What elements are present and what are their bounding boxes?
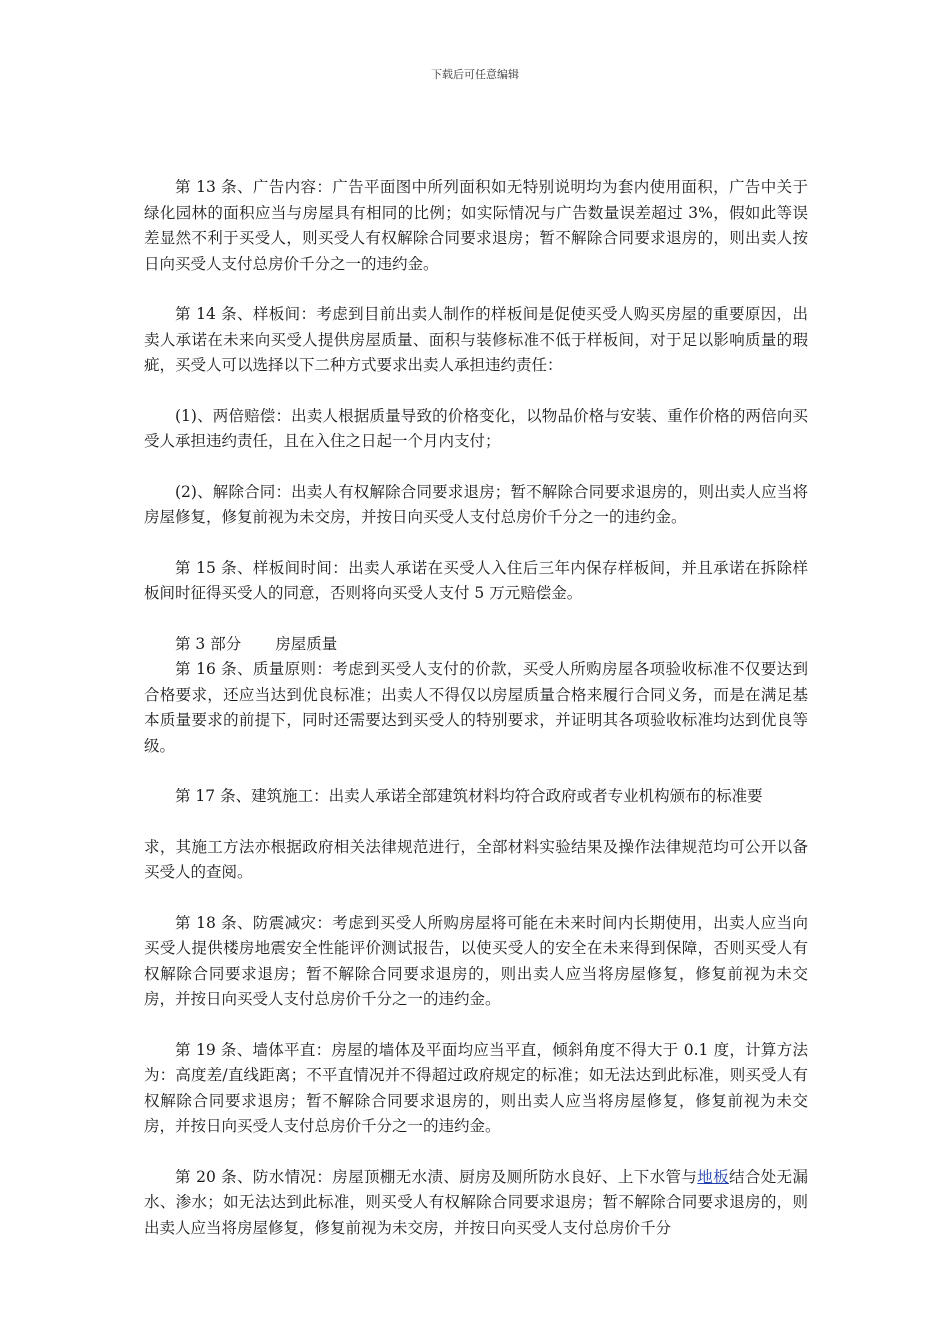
floor-link[interactable]: 地板 bbox=[697, 1167, 729, 1186]
article-15: 第 15 条、样板间时间：出卖人承诺在买受人入住后三年内保存样板间，并且承诺在拆除样板间时征得买受人的同意，否则将向买受人支付 5 万元赔偿金。 bbox=[144, 558, 808, 602]
section-title: 房屋质量 bbox=[275, 634, 338, 653]
article-17-part-1: 第 17 条、建筑施工：出卖人承诺全部建筑材料均符合政府或者专业机构颁布的标准要 bbox=[175, 787, 763, 805]
article-16: 第 16 条、质量原则：考虑到买受人支付的价款，买受人所购房屋各项验收标准不仅要达到合格要求，还应当达到优良标准；出卖人不得仅以房屋质量合格来履行合同义务，而是在满足基本质量要求的前提下，同时还需要达到买受人的特别要求，并证明其各项验收标准均达到优良等级。 bbox=[144, 660, 808, 755]
article-14-option-2: (2)、解除合同：出卖人有权解除合同要求退房；暂不解除合同要求退房的，则出卖人应当将房屋修复，修复前视为未交房，并按日向买受人支付总房价千分之一的违约金。 bbox=[144, 482, 808, 526]
article-14-option-1: (1)、两倍赔偿：出卖人根据质量导致的价格变化，以物品价格与安装、重作价格的两倍向买受人承担违约责任，且在入住之日起一个月内支付； bbox=[144, 406, 808, 450]
section-3-heading bbox=[144, 632, 808, 658]
article-20-text-b: 结合处无漏水、渗水；如无法达到此标准，则买受人有权解除合同要求退房；暂不解除合同要求退房的，则出卖人应当将房屋修复，修复前视为未交房，并按日向买受人支付总房价千分 bbox=[144, 1167, 808, 1237]
article-19: 第 19 条、墙体平直：房屋的墙体及平面均应当平直，倾斜角度不得大于 0.1 度，计算方法为：高度差/直线距离；不平直情况并不得超过政府规定的标准；如无法达到此标准，则买受人有权解除合同要求退房；暂不解除合同要求退房的，则出卖人应当将房屋修复，修复前视为未交房，并按日向买受人支付总房价千分之一的违约金。 bbox=[144, 1040, 808, 1135]
article-17-part-2: 求，其施工方法亦根据政府相关法律规范进行，全部材料实验结果及操作法律规范均可公开以备买受人的查阅。 bbox=[144, 837, 808, 881]
article-18: 第 18 条、防震减灾：考虑到买受人所购房屋将可能在未来时间内长期使用，出卖人应当向买受人提供楼房地震安全性能评价测试报告，以使买受人的安全在未来得到保障，否则买受人有权解除合同要求退房；暂不解除合同要求退房的，则出卖人应当将房屋修复，修复前视为未交房，并按日向买受人支付总房价千分之一的违约金。 bbox=[144, 913, 808, 1008]
article-20 bbox=[144, 1165, 808, 1242]
article-14: 第 14 条、样板间：考虑到目前出卖人制作的样板间是促使买受人购买房屋的重要原因，出卖人承诺在未来向买受人提供房屋质量、面积与装修标准不低于样板间，对于足以影响质量的瑕疵，买受人可以选择以下二种方式要求出卖人承担违约责任： bbox=[144, 305, 808, 374]
document-body bbox=[144, 175, 808, 1266]
section-number: 第 3 部分 bbox=[175, 634, 242, 653]
article-13: 第 13 条、广告内容：广告平面图中所列面积如无特别说明均为套内使用面积，广告中关于绿化园林的面积应当与房屋具有相同的比例；如实际情况与广告数量误差超过 3%，假如此等误差显然不利于买受人，则买受人有权解除合同要求退房；暂不解除合同要求退房的，则出卖人按日向买受人支付总房价千分之一的违约金。 bbox=[144, 178, 808, 273]
article-20-text-a: 第 20 条、防水情况：房屋顶棚无水渍、厨房及厕所防水良好、上下水管与 bbox=[175, 1167, 698, 1186]
page-header: 下载后可任意编辑 bbox=[431, 68, 519, 81]
